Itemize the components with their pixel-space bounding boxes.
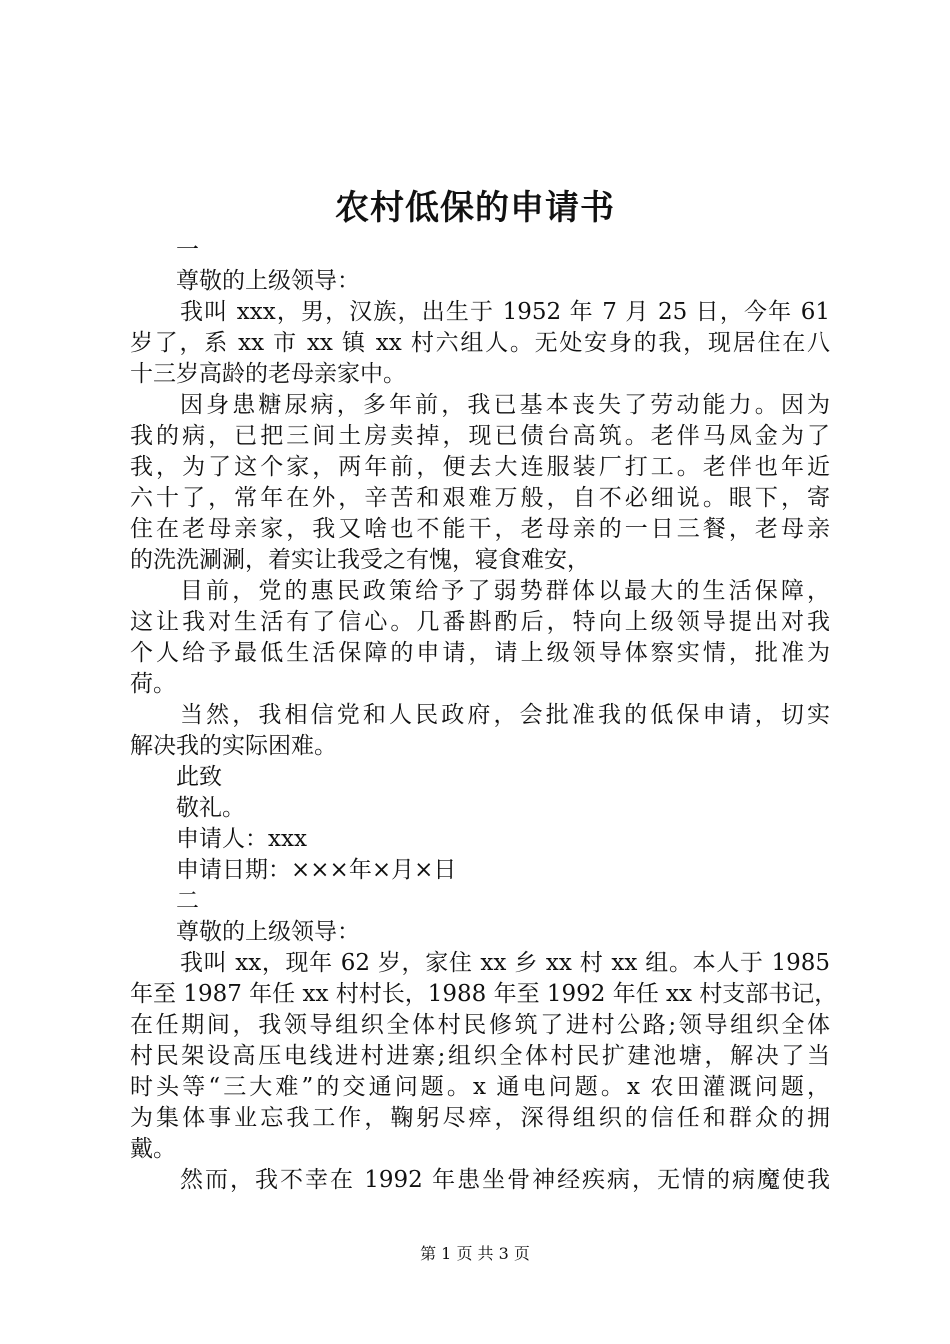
paragraph-line: 这让我对生活有了信心。几番斟酌后，特向上级领导提出对我 [130, 609, 830, 635]
paragraph-line: 我，为了这个家，两年前，便去大连服装厂打工。老伴也年近 [130, 454, 830, 480]
paragraph-line: 戴。 [130, 1136, 176, 1162]
paragraph-line: 十三岁高龄的老母亲家中。 [130, 361, 406, 387]
paragraph-line: 年至 1987 年任 xx 村村长，1988 年至 1992 年任 xx 村支部书记， [130, 981, 838, 1007]
closing-line: 敬礼。 [176, 795, 245, 821]
closing-line: 此致 [176, 764, 222, 790]
page-title: 农村低保的申请书 [335, 188, 615, 228]
applicant-line: 申请人：xxx [176, 826, 307, 852]
section-number: 一 [176, 237, 199, 263]
paragraph-line: 然而，我不幸在 1992 年患坐骨神经疾病，无情的病魔使我 [180, 1167, 830, 1193]
page-footer: 第 1 页 共 3 页 [420, 1244, 530, 1263]
paragraph-line: 在任期间，我领导组织全体村民修筑了进村公路;领导组织全体 [130, 1012, 830, 1038]
paragraph-line: 时头等“三大难”的交通问题。x 通电问题。x 农田灌溉问题， [130, 1074, 830, 1100]
application-date-line: 申请日期：×××年×月×日 [176, 857, 457, 883]
paragraph-line: 岁了，系 xx 市 xx 镇 xx 村六组人。无处安身的我，现居住在八 [130, 330, 830, 356]
section-number: 二 [176, 888, 199, 914]
paragraph-line: 我叫 xxx，男，汉族，出生于 1952 年 7 月 25 日，今年 61 [180, 299, 830, 325]
paragraph-line: 目前，党的惠民政策给予了弱势群体以最大的生活保障， [180, 578, 830, 604]
paragraph-line: 荷。 [130, 671, 176, 697]
salutation: 尊敬的上级领导： [176, 268, 360, 294]
paragraph-line: 的洗洗涮涮，着实让我受之有愧，寝食难安， [130, 547, 590, 573]
paragraph-line: 我叫 xx，现年 62 岁，家住 xx 乡 xx 村 xx 组。本人于 1985 [180, 950, 830, 976]
salutation: 尊敬的上级领导： [176, 919, 360, 945]
paragraph-line: 解决我的实际困难。 [130, 733, 337, 759]
paragraph-line: 村民架设高压电线进村进寨;组织全体村民扩建池塘，解决了当 [130, 1043, 830, 1069]
document-body [130, 235, 838, 1196]
paragraph-line: 为集体事业忘我工作，鞠躬尽瘁，深得组织的信任和群众的拥 [130, 1105, 830, 1131]
paragraph-line: 个人给予最低生活保障的申请，请上级领导体察实情，批准为 [130, 640, 830, 666]
paragraph-line: 因身患糖尿病，多年前，我已基本丧失了劳动能力。因为 [180, 392, 830, 418]
paragraph-line: 住在老母亲家，我又啥也不能干，老母亲的一日三餐，老母亲 [130, 516, 830, 542]
paragraph-line: 六十了，常年在外，辛苦和艰难万般，自不必细说。眼下，寄 [130, 485, 830, 511]
paragraph-line: 我的病，已把三间土房卖掉，现已债台高筑。老伴马凤金为了 [130, 423, 830, 449]
paragraph-line: 当然，我相信党和人民政府，会批准我的低保申请，切实 [180, 702, 830, 728]
